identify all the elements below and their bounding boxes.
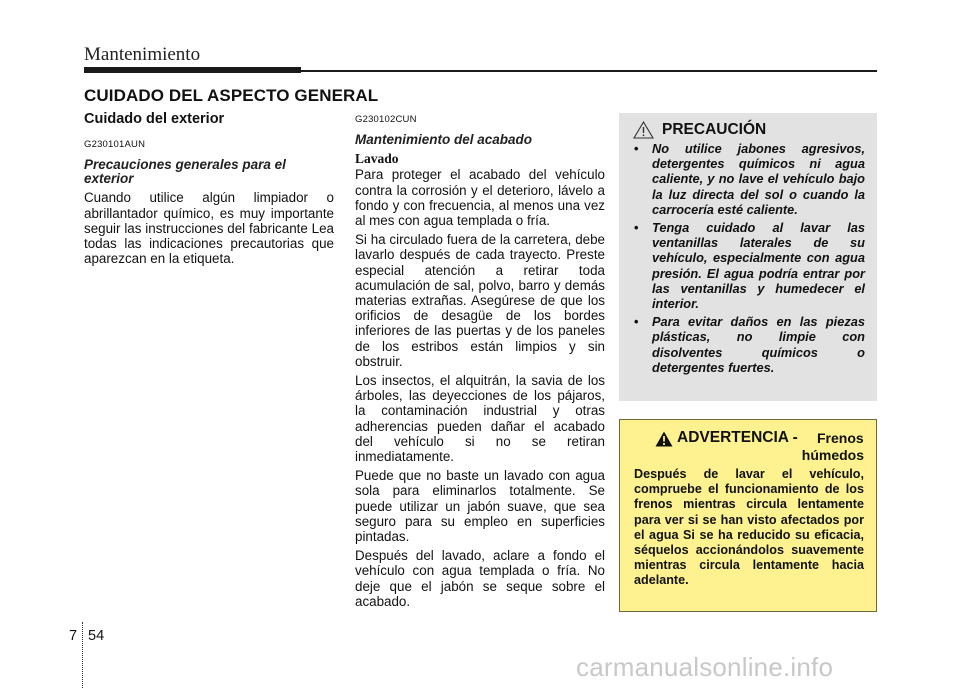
left-column: [84, 112, 334, 270]
finish-maintenance-heading: Mantenimiento del acabado: [355, 132, 533, 148]
caution-item-text: Tenga cuidado al lavar las ventanillas laterales de su vehículo, especialmente con agua presión. El agua podría entrar por las ventanillas y humedecer el interior.: [652, 220, 865, 312]
caution-title: PRECAUCIÓN: [662, 121, 767, 138]
general-precautions-heading: Precauciones generales para el exterior: [84, 157, 286, 187]
caution-item-text: Para evitar daños en las piezas plásticas, no limpie con disolventes químicos o detergentes fuertes.: [652, 314, 865, 375]
caution-item: [631, 220, 865, 311]
chapter-number: 7: [69, 628, 78, 644]
section-code: G230102CUN: [355, 114, 417, 125]
header-rule-thin: [301, 70, 877, 72]
middle-column: [355, 112, 605, 613]
general-precautions-paragraph: Cuando utilice algún limpiador o abrillantador químico, es muy importante seguir las instrucciones del fabricante Lea todas las indicaciones precautorias que aparezcan en la etiqueta.: [84, 190, 334, 267]
header-rule-thick: [84, 67, 301, 73]
warning-title: ADVERTENCIA -: [677, 429, 798, 446]
exterior-care-heading: Cuidado del exterior: [84, 111, 225, 127]
caution-triangle-icon: [633, 121, 654, 139]
washing-paragraph: Los insectos, el alquitrán, la savia de los árboles, las deyecciones de los pájaros, la contaminación industrial y otras adherencias pueden dañar el acabado del vehículo si no se retiran inmediatamente.: [355, 373, 605, 465]
washing-paragraph: Si ha circulado fuera de la carretera, debe lavarlo después de cada trayecto. Preste especial atención a retirar toda acumulación de sal, polvo, barro y demás materias extrañas. Asegúrese de que los orificios de desagüe de los bordes inferiores de las puertas y de los paneles de los estribos están limpios y sin obstruir.: [355, 232, 605, 369]
caution-item-text: No utilice jabones agresivos, detergentes químicos ni agua caliente, y no lave el vehículo bajo la luz directa del sol o cuando la carrocería esté caliente.: [652, 141, 865, 217]
caution-item: [631, 141, 865, 217]
bullet-icon: •: [634, 220, 639, 236]
warning-body: Después de lavar el vehículo, compruebe el funcionamiento de los frenos mientras circula lentamente para ver si se han visto afectados por el agua Si se ha reducido su eficacia, séquelos accionándolos suavemente mientras circula lentamente hacia adelante.: [634, 467, 864, 588]
page-number: 54: [88, 628, 105, 644]
washing-paragraph: Para proteger el acabado del vehículo contra la corrosión y el deterioro, lávelo a fondo y con frecuencia, al menos una vez al mes con agua templada o fría.: [355, 167, 605, 229]
bullet-icon: •: [634, 314, 639, 330]
caution-item: [631, 314, 865, 375]
warning-triangle-icon: [655, 431, 673, 447]
washing-paragraph: Puede que no baste un lavado con agua sola para eliminarlos totalmente. Se puede utilizar un jabón suave, que sea seguro para su empleo en superficies pintadas.: [355, 468, 605, 545]
warning-subtitle: Frenos: [817, 430, 864, 446]
page-divider: [82, 622, 83, 689]
bullet-icon: •: [634, 141, 639, 156]
washing-paragraph: Después del lavado, aclare a fondo el vehículo con agua templada o fría. No deje que el jabón se seque sobre el acabado.: [355, 548, 605, 609]
page-header-title: Mantenimiento: [84, 44, 201, 65]
warning-subtitle: húmedos: [801, 447, 864, 463]
section-code: G230101AUN: [84, 139, 146, 151]
section-title: CUIDADO DEL ASPECTO GENERAL: [84, 86, 379, 105]
watermark: carmanualsonline.info: [576, 652, 834, 682]
washing-heading: Lavado: [355, 151, 399, 167]
caution-box: [619, 113, 877, 401]
warning-box: [619, 419, 877, 612]
